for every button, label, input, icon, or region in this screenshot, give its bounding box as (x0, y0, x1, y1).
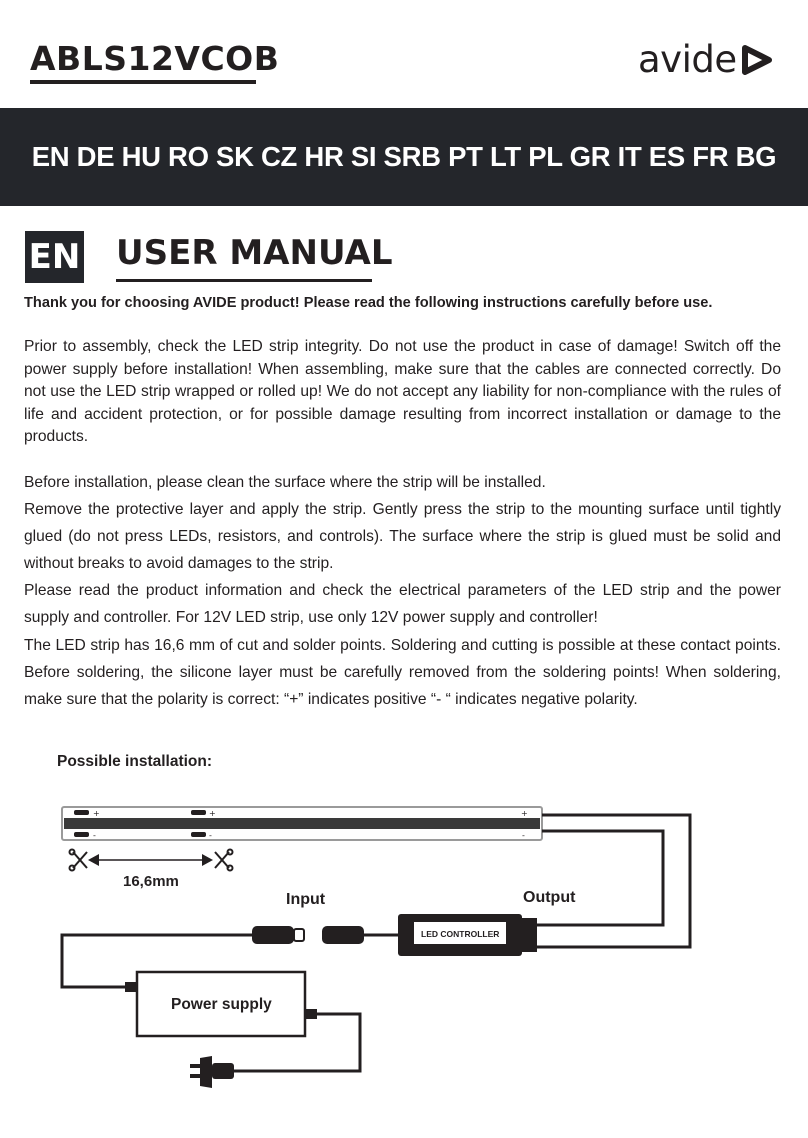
controller-label: LED CONTROLLER (421, 929, 500, 939)
power-supply-label: Power supply (171, 996, 272, 1013)
output-label: Output (523, 889, 576, 906)
play-triangle-icon (741, 45, 773, 75)
power-supply (137, 972, 305, 1036)
scissors-icon (215, 850, 233, 871)
minus-label: - (93, 831, 96, 840)
page-title: USER MANUAL (116, 233, 393, 273)
diagram-title: Possible installation: (57, 753, 213, 770)
instruction-line: Please read the product information and check the electrical parameters of the LED strip and the power supply and controller. For 12V LED strip, use only 12V power supply and controller! (24, 582, 781, 627)
brand-logo (638, 38, 773, 82)
brand-name: avide (638, 38, 737, 81)
minus-label: - (522, 831, 525, 840)
installation-diagram (0, 790, 808, 1120)
strip-wires (537, 815, 690, 947)
cut-distance-label: 16,6mm (123, 873, 179, 890)
instruction-line: The LED strip has 16,6 mm of cut and solder points. Soldering and cutting is possible at these contact points. Before soldering, the silicone layer must be carefully removed from the soldering points! When soldering, make sure that the polarity is correct: “+” indicates positive “- “ indicates negative polarity. (24, 636, 781, 708)
model-number: ABLS12VCOB (30, 38, 256, 84)
plus-label: + (209, 809, 216, 818)
cut-dimension (70, 850, 233, 891)
minus-label: - (209, 831, 212, 840)
instruction-line: Remove the protective layer and apply the strip. Gently press the strip to the mounting surface until tightly glued (do not press LEDs, resistors, and controls). The surface where the strip is glued must be solid and without breaks to avoid damages to the strip. (24, 501, 781, 573)
language-bar: EN DE HU RO SK CZ HR SI SRB PT LT PL GR IT ES FR BG (0, 108, 808, 206)
led-controller (398, 914, 537, 956)
instruction-line: Before installation, please clean the surface where the strip will be installed. (24, 474, 546, 491)
title-underline (116, 279, 372, 282)
installation-instructions (24, 469, 781, 713)
led-strip (62, 807, 542, 840)
input-label: Input (286, 891, 326, 908)
scissors-icon (70, 850, 88, 871)
language-badge: EN (25, 231, 84, 283)
plus-label: + (521, 809, 528, 818)
plus-label: + (93, 809, 100, 818)
safety-paragraph: Prior to assembly, check the LED strip integrity. Do not use the product in case of damage! Switch off the power supply before installation! When assembling, make sure that the cables are connected correctly. Do not use the LED strip wrapped or rolled up! We do not accept any liability for non-compliance with the rules of life and accident protection, or for possible damage resulting from incorrect installation or damage to the products. (24, 338, 781, 446)
intro-text: Thank you for choosing AVIDE product! Please read the following instructions carefully before use. (24, 295, 713, 311)
